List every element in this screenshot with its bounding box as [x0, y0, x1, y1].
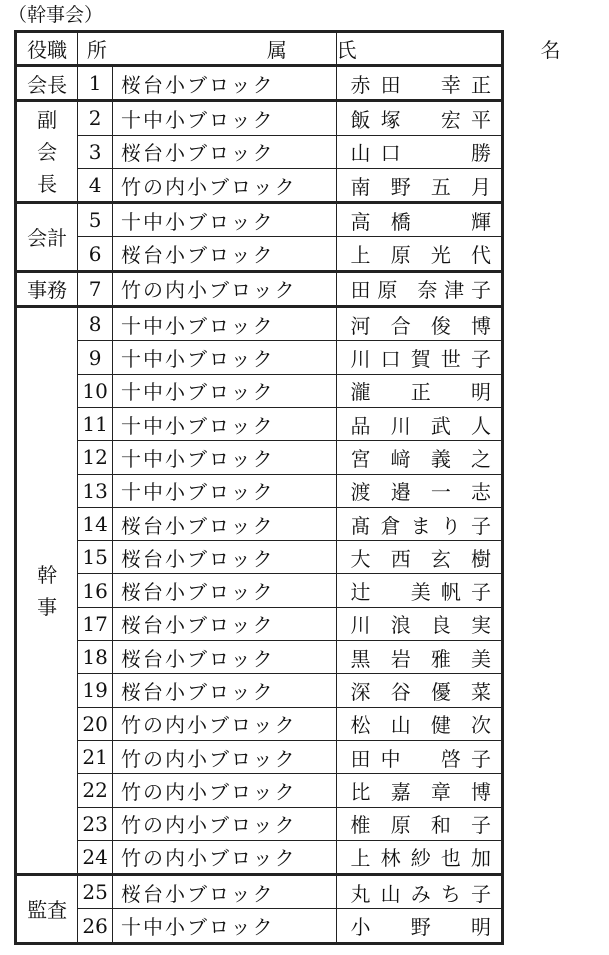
row-name: 黒岩雅美: [336, 641, 502, 674]
row-number: 21: [78, 740, 113, 773]
row-number: 2: [78, 101, 113, 135]
header-name: 氏 名: [336, 32, 502, 66]
row-affiliation: 桜台小ブロック: [112, 237, 336, 271]
row-affiliation: 桜台小ブロック: [112, 641, 336, 674]
row-affiliation: 十中小ブロック: [112, 101, 336, 135]
row-affiliation: 竹の内小ブロック: [112, 168, 336, 202]
row-name: 田原 奈津子: [336, 271, 502, 306]
role-vice-chair: 副 会 長: [16, 101, 78, 203]
row-affiliation: 桜台小ブロック: [112, 507, 336, 540]
row-number: 26: [78, 909, 113, 943]
row-name: 飯塚 宏平: [336, 101, 502, 135]
row-number: 5: [78, 203, 113, 237]
row-affiliation: 桜台小ブロック: [112, 875, 336, 909]
row-affiliation: 十中小ブロック: [112, 474, 336, 507]
row-affiliation: 桜台小ブロック: [112, 674, 336, 707]
row-affiliation: 桜台小ブロック: [112, 607, 336, 640]
table-row: [16, 740, 503, 773]
row-number: 25: [78, 875, 113, 909]
table-row: [16, 909, 503, 943]
table-caption: （幹事会）: [8, 4, 104, 26]
table-row: [16, 641, 503, 674]
role-secretary: 幹 事: [16, 307, 78, 875]
row-number: 24: [78, 840, 113, 874]
row-name: 比嘉章博: [336, 774, 502, 807]
table-row: [16, 875, 503, 909]
row-number: 10: [78, 374, 113, 407]
row-name: 南野五月: [336, 168, 502, 202]
row-affiliation: 竹の内小ブロック: [112, 774, 336, 807]
table-row: [16, 203, 503, 237]
row-affiliation: 十中小ブロック: [112, 441, 336, 474]
row-name: 河合俊博: [336, 307, 502, 341]
row-affiliation: 十中小ブロック: [112, 374, 336, 407]
row-affiliation: 十中小ブロック: [112, 307, 336, 341]
row-name: 高橋 輝: [336, 203, 502, 237]
role-auditor: 監査: [16, 875, 78, 944]
row-name: 品川武人: [336, 407, 502, 440]
table-row: [16, 474, 503, 507]
row-number: 6: [78, 237, 113, 271]
row-affiliation: 桜台小ブロック: [112, 541, 336, 574]
row-number: 8: [78, 307, 113, 341]
row-number: 14: [78, 507, 113, 540]
row-name: 小 野 明: [336, 909, 502, 943]
table-row: [16, 135, 503, 168]
row-name: 上原光代: [336, 237, 502, 271]
officer-roster-table: [14, 30, 609, 945]
table-row: [16, 271, 503, 306]
row-name: 髙倉まり子: [336, 507, 502, 540]
table-row: [16, 707, 503, 740]
table-row: [16, 66, 503, 101]
row-number: 15: [78, 541, 113, 574]
header-role: 役職: [16, 32, 78, 66]
role-chair: 会長: [16, 66, 78, 101]
row-affiliation: 桜台小ブロック: [112, 574, 336, 607]
table-row: [16, 168, 503, 202]
row-affiliation: 十中小ブロック: [112, 407, 336, 440]
row-number: 12: [78, 441, 113, 474]
row-number: 20: [78, 707, 113, 740]
row-name: 上林紗也加: [336, 840, 502, 874]
row-number: 13: [78, 474, 113, 507]
header-affiliation: 所 属: [78, 32, 336, 66]
row-number: 22: [78, 774, 113, 807]
row-name: 田中 啓子: [336, 740, 502, 773]
table-row: [16, 541, 503, 574]
table-row: [16, 774, 503, 807]
role-office: 事務: [16, 271, 78, 306]
row-name: 椎原和子: [336, 807, 502, 840]
row-affiliation: 竹の内小ブロック: [112, 807, 336, 840]
row-affiliation: 竹の内小ブロック: [112, 740, 336, 773]
row-name: 川浪良実: [336, 607, 502, 640]
row-affiliation: 竹の内小ブロック: [112, 840, 336, 874]
table-row: [16, 607, 503, 640]
row-number: 19: [78, 674, 113, 707]
table-row: [16, 341, 503, 374]
row-name: 瀧 正 明: [336, 374, 502, 407]
row-affiliation: 桜台小ブロック: [112, 135, 336, 168]
header-row: [16, 32, 503, 66]
row-number: 3: [78, 135, 113, 168]
row-name: 渡邉一志: [336, 474, 502, 507]
row-name: 山口 勝: [336, 135, 502, 168]
row-number: 17: [78, 607, 113, 640]
row-number: 7: [78, 271, 113, 306]
table-row: [16, 237, 503, 271]
row-affiliation: 桜台小ブロック: [112, 66, 336, 101]
table-row: [16, 807, 503, 840]
row-name: 赤田 幸正: [336, 66, 502, 101]
row-name: 川口賀世子: [336, 341, 502, 374]
table-row: [16, 840, 503, 874]
table-row: [16, 307, 503, 341]
row-affiliation: 竹の内小ブロック: [112, 271, 336, 306]
role-treasurer: 会計: [16, 203, 78, 272]
table-row: [16, 101, 503, 135]
row-affiliation: 十中小ブロック: [112, 909, 336, 943]
row-name: 辻 美帆子: [336, 574, 502, 607]
table-row: [16, 507, 503, 540]
row-number: 4: [78, 168, 113, 202]
row-name: 大西玄樹: [336, 541, 502, 574]
table-row: [16, 441, 503, 474]
row-number: 16: [78, 574, 113, 607]
row-number: 18: [78, 641, 113, 674]
row-name: 宮﨑義之: [336, 441, 502, 474]
row-affiliation: 竹の内小ブロック: [112, 707, 336, 740]
row-number: 9: [78, 341, 113, 374]
row-affiliation: 十中小ブロック: [112, 341, 336, 374]
table-row: [16, 574, 503, 607]
table-row: [16, 674, 503, 707]
row-number: 1: [78, 66, 113, 101]
table-row: [16, 407, 503, 440]
row-number: 11: [78, 407, 113, 440]
row-number: 23: [78, 807, 113, 840]
row-name: 深谷優菜: [336, 674, 502, 707]
row-name: 松山健次: [336, 707, 502, 740]
row-affiliation: 十中小ブロック: [112, 203, 336, 237]
table-row: [16, 374, 503, 407]
row-name: 丸山みち子: [336, 875, 502, 909]
